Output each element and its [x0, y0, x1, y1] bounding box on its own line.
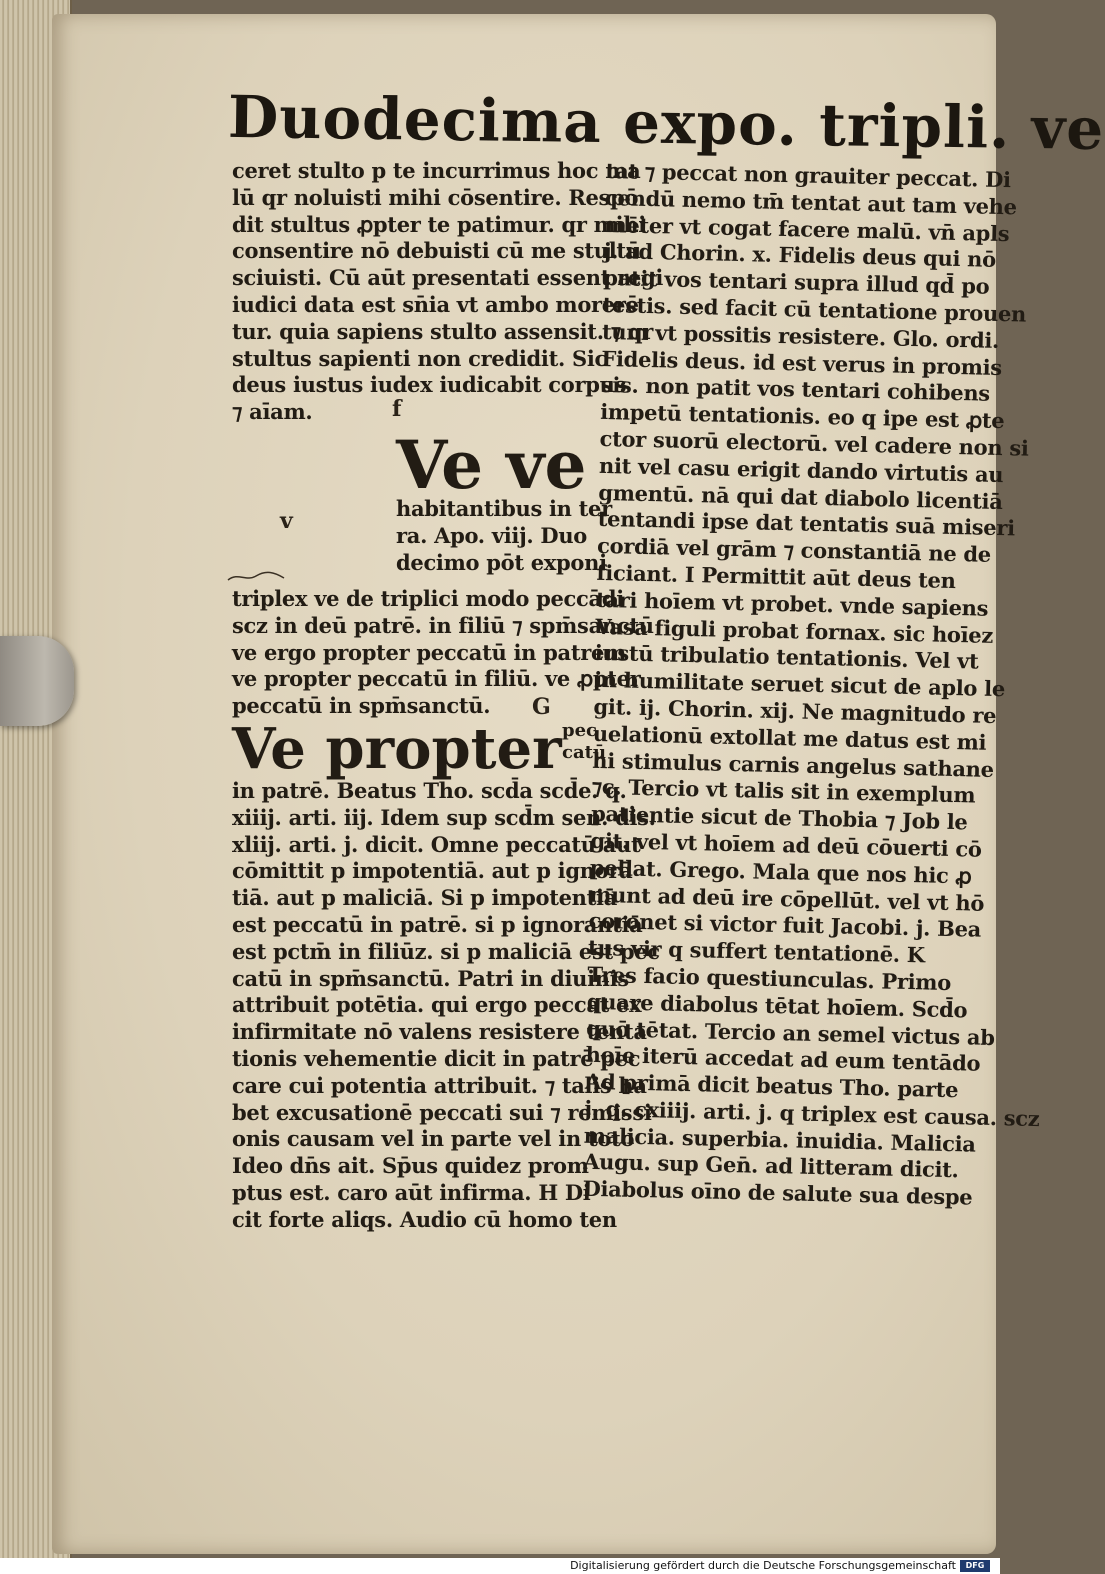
text-line: consentire nō debuisti cū me stultū [232, 238, 641, 264]
text-line: Ad primā dicit beatus Tho. parte [584, 1068, 959, 1103]
text-line: tentandi ipse dat tentatis suā miseri [597, 506, 1016, 541]
subheading-side-line: catū [562, 741, 607, 763]
running-head: Duodecima expo. tripli. ve [227, 82, 1105, 164]
text-line: tat ⁊ peccat non grauiter peccat. Di [605, 158, 1012, 193]
text-line: xiiij. arti. iij. Idem sup scd̄m sen. dis. [232, 804, 656, 830]
text-line: ptus est. caro aūt infirma. H Di [232, 1179, 591, 1205]
text-line: peccatū in spm̄sanctū. [232, 693, 491, 719]
left-bottom-text [232, 777, 660, 1234]
text-line: ve ergo propter peccatū in patrem [232, 639, 626, 665]
text-line: mēter vt cogat facere malū. vn̄ apls [604, 211, 1010, 246]
text-line: est peccatū in patrē. si p ignorantiā [232, 911, 643, 937]
text-line: ⁊c. Tercio vt talis sit in exemplum [591, 774, 976, 808]
text-line: tum vt possitis resistere. Glo. ordi. [601, 318, 1000, 353]
text-line: deus iustus iudex iudicabit corpus [232, 372, 627, 398]
footer-text: Digitalisierung gefördert durch die Deutsche Forschungsgemeinschaft [570, 1559, 956, 1572]
text-line: sis. non patit vos tentari cohibens [600, 372, 991, 407]
subheading: Ve propter [232, 715, 562, 782]
section-mark-g: G [532, 693, 551, 720]
text-line: sciuisti. Cū aūt presentati essent regi [232, 265, 664, 291]
text-line: pellat. Grego. Mala que nos hic ꝓ [589, 854, 972, 889]
text-line: git. vel vt hoīem ad deū cōuerti cō [590, 827, 982, 862]
text-line: cōmittit p impotentiā. aut p ignorā [232, 858, 633, 884]
text-line: bet excusationē peccati sui ⁊ remissi [232, 1099, 652, 1125]
text-line: git. ij. Chorin. xij. Ne magnitudo re [593, 693, 997, 728]
text-line: j. ad Chorin. x. Fidelis deus qui nō [603, 238, 997, 273]
text-line: dit stultus ꝓpter te patimur. qr mihi [232, 211, 646, 237]
text-line: onis causam vel in parte vel in toto [232, 1126, 635, 1152]
text-line: ficiant. I Permittit aūt deus ten [596, 559, 956, 593]
text-line: quare diabolus tētat hoīem. Scd̄o [586, 988, 968, 1023]
text-line: in patrē. Beatus Tho. scd̄a scd̄e. q. [232, 777, 627, 803]
side-mark-v: v [280, 507, 293, 534]
text-line: Fidelis deus. id est verus in promis [601, 345, 1003, 380]
text-line: tari hoīem vt probet. vnde sapiens [595, 586, 989, 621]
text-line: tionis vehementie dicit in patrē pec [232, 1045, 641, 1071]
text-line: in humilitate seruet sicut de aplo le [593, 667, 1006, 702]
text-line: scz in deū patrē. in filiū ⁊ spm̄sanctū [232, 612, 654, 638]
text-line: care cui potentia attribuit. ⁊ talis ha [232, 1072, 647, 1098]
text-line: nit vel casu erigit dando virtutis au [598, 452, 1004, 487]
text-line: Vasa figuli probat fornax. sic hoīez [595, 613, 994, 648]
text-line: cordiā vel grām ⁊ constantiā ne de [596, 533, 992, 567]
section-mark-f: f [392, 395, 402, 422]
text-line: ve propter peccatū in filiū. ve ꝓpter [232, 666, 641, 692]
text-line: decimo pōt exponi [396, 549, 607, 575]
text-line: stultus sapienti non credidit. Sic [232, 345, 608, 371]
text-line: malicia. superbia. inuidia. Malicia [583, 1122, 976, 1157]
text-line: tus vir q suffert tentationē. K [587, 934, 926, 968]
right-column [582, 158, 1040, 1211]
text-line: hi stimulus carnis angelus sathane [592, 747, 995, 782]
text-line: Ideo dn̄s ait. Sp̄us quidez prom [232, 1153, 589, 1179]
text-line: ceret stulto p te incurrimus hoc ma [232, 158, 641, 183]
initial-lines [396, 495, 612, 576]
text-line: coronet si victor fuit Jacobi. j. Bea [588, 908, 982, 943]
text-line: cit forte aliqs. Audio cū homo ten [232, 1206, 617, 1232]
text-line: impetū tentationis. eo q ipe est ꝓte [599, 399, 1005, 434]
digitization-footer [0, 1558, 1000, 1574]
text-line: habitantibus in ter [396, 495, 612, 521]
text-line: munt ad deū ire cōpellūt. vel vt hō [589, 881, 985, 916]
text-line: iudici data est sn̄ia vt ambo morerē [232, 291, 639, 317]
text-line: triplex ve de triplici modo peccādi [232, 585, 624, 611]
text-line: ctor suorū electorū. vel cadere non si [599, 425, 1029, 461]
text-line: Augu. sup Gen̄. ad litteram dicit. [582, 1149, 959, 1183]
decorative-flourish [226, 570, 286, 584]
text-line: est pctm̄ in filiūz. si p maliciā est pec [232, 938, 660, 964]
text-line: ra. Apo. viij. Duo [396, 522, 587, 548]
text-line: tiā. aut p maliciā. Si p impotentiā [232, 885, 618, 911]
subheading-side-line: pec [562, 719, 597, 741]
text-line: patit vos tentari supra illud qd̄ po [603, 265, 990, 299]
text-line: Tres facio questiunculas. Primo [587, 961, 952, 995]
text-line: iustū tribulatio tentationis. Vel vt [594, 640, 979, 674]
left-column [232, 158, 664, 1234]
book-clasp [0, 636, 74, 726]
text-line: lū qr noluisti mihi cōsentire. Respō [232, 184, 639, 210]
text-line: ⁊ aīam. [232, 399, 313, 425]
text-line: testis. sed facit cū tentatione prouen [602, 291, 1027, 327]
text-line: catū in spm̄sanctū. Patri in diuinis [232, 965, 629, 991]
text-line: quō tētat. Tercio an semel victus ab [585, 1015, 995, 1050]
text-line: xliij. arti. j. dicit. Omne peccatū aut [232, 831, 641, 857]
text-line: cendū nemo tm̄ tentat aut tam vehe [604, 184, 1018, 220]
text-line: tur. quia sapiens stulto assensit. ⁊ qr [232, 318, 654, 344]
text-line: patientie sicut de Thobia ⁊ Job le [590, 800, 968, 835]
text-line: uelationū extollat me datus est mi [592, 720, 987, 755]
dfg-logo-icon: DFG [960, 1560, 990, 1572]
text-line: gmentū. nā qui dat diabolo licentiā [598, 479, 1003, 514]
text-line: attribuit potētia. qui ergo peccat ex [232, 992, 642, 1018]
text-line: infirmitate nō valens resistere tenta [232, 1019, 647, 1045]
text-line: j. q. cxiiij. arti. j. q triplex est causa. scz [584, 1095, 1040, 1131]
text-line: Diabolus oīno de salute sua despe [582, 1176, 973, 1210]
text-line: hoīe iterū accedat ad eum tentādo [585, 1042, 981, 1077]
left-top-text [232, 158, 664, 426]
decorated-initial-heading: Ve ve [396, 425, 587, 504]
